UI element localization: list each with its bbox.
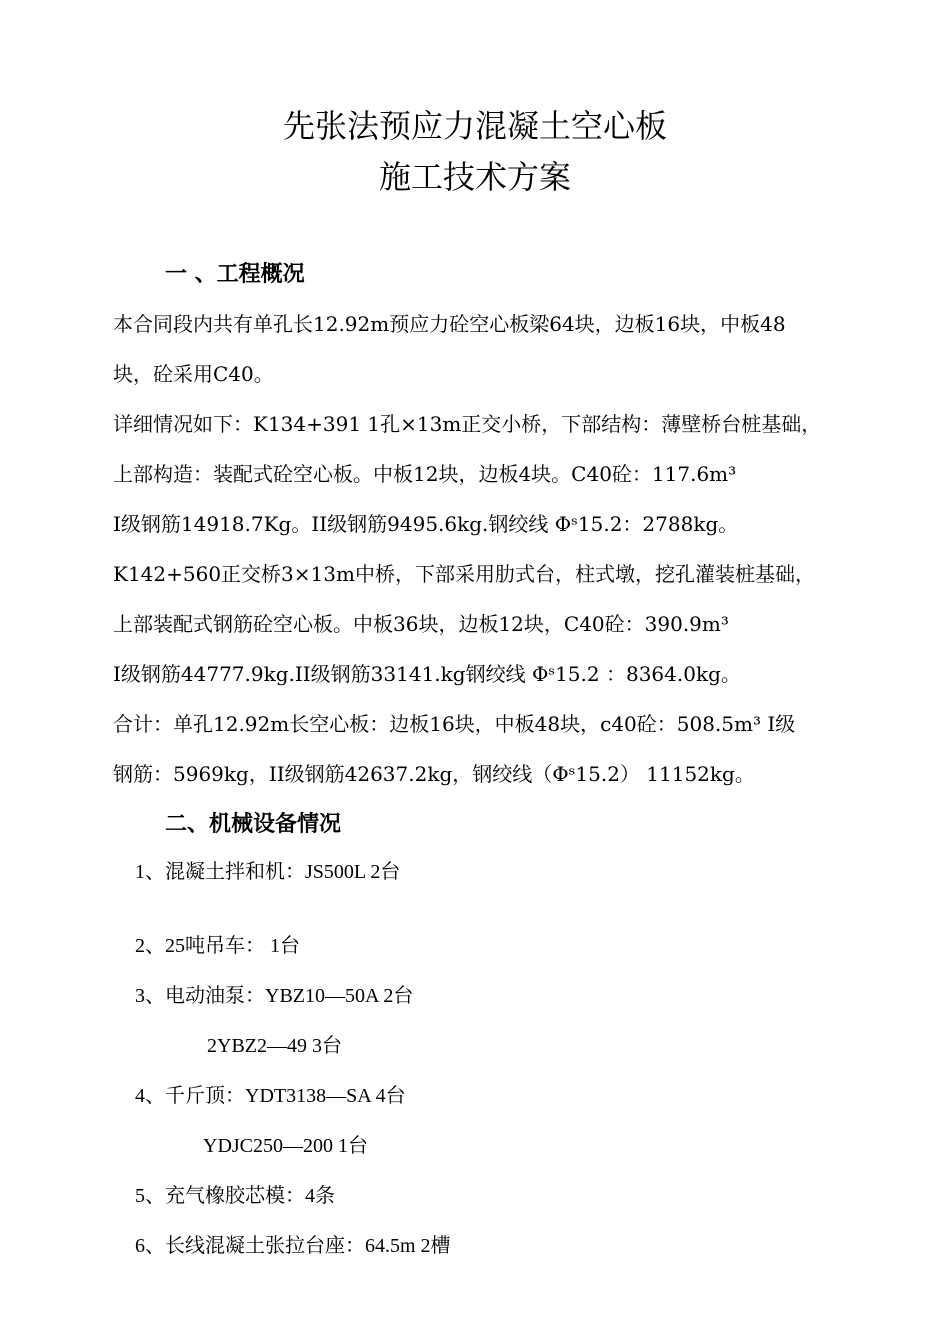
document-title-line-1: 先张法预应力混凝土空心板 xyxy=(282,107,667,145)
paragraph-line: I级钢筋44777.9kg.II级钢筋33141.kg钢绞线 Φˢ15.2 ：8364.0kg。 xyxy=(113,662,741,686)
document-title-line-2: 施工技术方案 xyxy=(378,158,571,196)
paragraph-line: 上部构造：装配式砼空心板。中板12块，边板4块。C40砼：117.6m³ xyxy=(113,462,737,486)
paragraph-line: K142+560正交桥3×13m中桥，下部采用肋式台，柱式墩，挖孔灌装桩基础， xyxy=(113,562,815,586)
paragraph-line: 详细情况如下：K134+391 1孔×13m正交小桥，下部结构：薄壁桥台桩基础， xyxy=(113,412,822,436)
equipment-item: 2、25吨吊车： 1台 xyxy=(135,935,300,957)
equipment-item: 1、混凝土拌和机：JS500L 2台 xyxy=(135,861,401,883)
paragraph-line: 本合同段内共有单孔长12.92m预应力砼空心板梁64块，边板16块，中板48 xyxy=(113,312,786,336)
paragraph-line: I级钢筋14918.7Kg。II级钢筋9495.6kg.钢绞线 Φˢ15.2：2788kg。 xyxy=(113,512,739,536)
paragraph-line: 合计：单孔12.92m长空心板：边板16块，中板48块，c40砼：508.5m³ I级 xyxy=(113,712,796,736)
section-heading-overview: 一 、工程概况 xyxy=(165,261,305,287)
equipment-item: YDJC250—200 1台 xyxy=(203,1135,369,1157)
section-heading-equipment: 二、机械设备情况 xyxy=(165,811,342,837)
paragraph-line: 钢筋：5969kg，II级钢筋42637.2kg，钢绞线（Φˢ15.2） 11152kg。 xyxy=(113,762,755,786)
equipment-item: 2YBZ2—49 3台 xyxy=(207,1035,342,1057)
equipment-item: 4、千斤顶：YDT3138—SA 4台 xyxy=(135,1085,406,1107)
equipment-item: 6、长线混凝土张拉台座：64.5m 2槽 xyxy=(135,1235,451,1257)
equipment-item: 5、充气橡胶芯模：4条 xyxy=(135,1185,335,1207)
paragraph-line: 块，砼采用C40。 xyxy=(113,362,274,386)
paragraph-line: 上部装配式钢筋砼空心板。中板36块，边板12块，C40砼：390.9m³ xyxy=(113,612,729,636)
equipment-item: 3、电动油泵：YBZ10—50A 2台 xyxy=(135,985,414,1007)
